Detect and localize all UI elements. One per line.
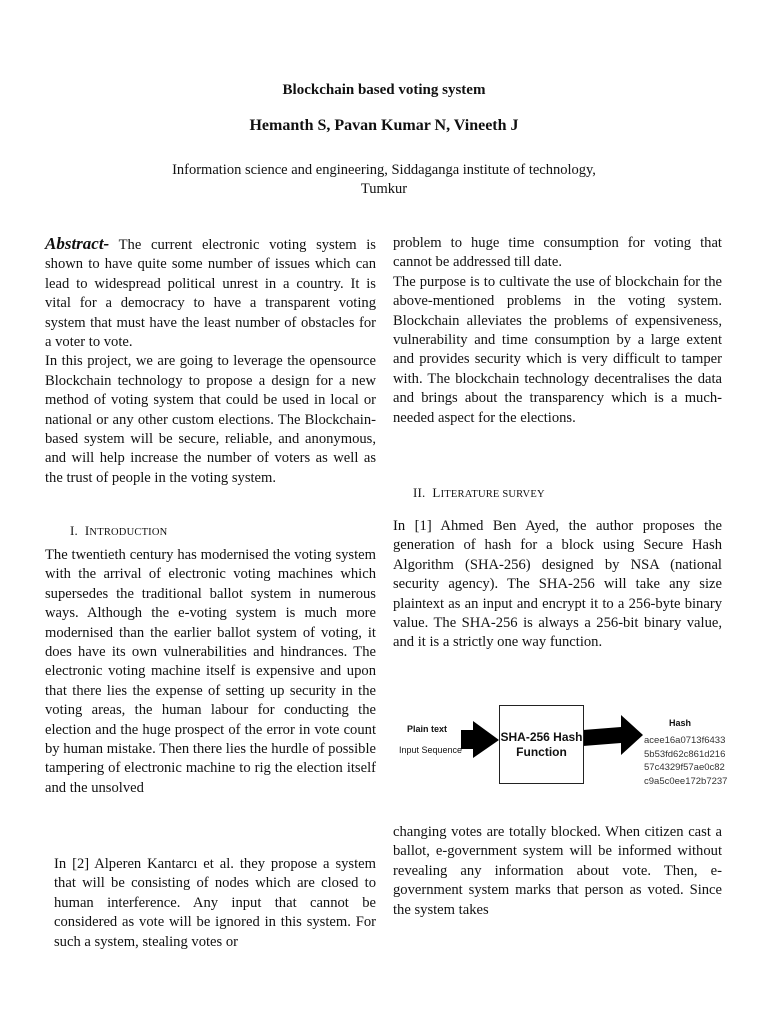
hash-label: Hash <box>669 718 692 728</box>
hash-output: acee16a0713f6433 5b53fd62c861d216 57c4329f57ae0c82 c9a5c0ee172b7237 <box>644 735 728 787</box>
right-column-top <box>393 234 722 428</box>
arrow-output-icon <box>583 715 643 755</box>
paper-authors: Hemanth S, Pavan Kumar N, Vineeth J <box>249 117 519 134</box>
right-paragraph-2: The purpose is to cultivate the use of blockchain for the above-mentioned problems in the voting system. Blockchain alleviates the problems of expensiveness, vulnerability and time consumption by a large extent and provides security which is very difficult to tamper with. The blockchain technology decentralises the data and brings about the transparency which is a much-needed aspect for the elections. <box>393 273 722 426</box>
bottom-left-paragraph: In [2] Alperen Kantarcı et al. they propose a system that will be consisting of nodes which are closed to human interference. Any input that cannot be considered as vote will be ignored in this system. For such a system, stealing votes or <box>54 856 376 950</box>
paper-title: Blockchain based voting system <box>282 82 486 98</box>
affiliation <box>0 161 768 199</box>
section-heading-introduction: I. INTRODUCTION <box>70 523 168 538</box>
sha256-diagram <box>393 690 733 800</box>
hash-function-box: SHA-256 Hash Function <box>499 705 584 784</box>
abstract <box>45 234 376 488</box>
abstract-label: Abstract- <box>45 234 110 253</box>
bottom-right-paragraph: changing votes are totally blocked. When citizen cast a ballot, e-government system will be informed without revealing any information about vote. Then, e-government system marks that person as voted. Since the system takes <box>393 824 722 918</box>
affiliation-line-1: Information science and engineering, Siddaganga institute of technology, <box>172 162 596 178</box>
arrow-input-icon <box>461 721 499 758</box>
plain-text-label: Plain text <box>407 724 448 734</box>
abstract-paragraph-2: In this project, we are going to leverage the opensource Blockchain technology to propose a design for a new method of voting system that could be used in local or national or any other custom elections. The Blockchain-based system will be secure, reliable, and anonymous, and will help increase the number of voters as well as the trust of people in the voting system. <box>45 353 376 486</box>
right-paragraph-1: problem to huge time consumption for voting that cannot be addressed till date. <box>393 235 722 271</box>
abstract-paragraph-1: The current electronic voting system is shown to have quite some number of issues which can lead to widespread political unrest in a country. It is vital for a democracy to have a transparent voting system that must have the least number of obstacles for a voter to vote. <box>45 237 376 351</box>
affiliation-line-2: Tumkur <box>360 181 408 197</box>
section-heading-literature-survey: II. LITERATURE SURVEY <box>413 485 545 500</box>
input-sequence-label: Input Sequence <box>399 745 463 755</box>
introduction-paragraph: The twentieth century has modernised the voting system with the arrival of electronic voting machines which supersedes the traditional ballot system in numerous ways. Although the e-voting system is much more modernised than the earlier ballot system of voting, it does have its own vulnerabilities and hindrances. The electronic voting machine itself is expensive and upon that there lies the expense of setting up security in the voting areas, the human labour for conducting the election and the huge prospect of the error in vote count by human mistake. Then there lies the hurdle of possible tampering of electronic machine to rig the election itself and the unsolved <box>45 547 376 796</box>
literature-paragraph: In [1] Ahmed Ben Ayed, the author proposes the generation of hash for a block using Secure Hash Algorithm (SHA-256) designed by NSA (national security agency). The SHA-256 will take any size plaintext as an input and encrypt it to a 256-byte binary value. The SHA-256 is always a 256-bit binary value, and it is a strictly one way function. <box>393 518 722 651</box>
